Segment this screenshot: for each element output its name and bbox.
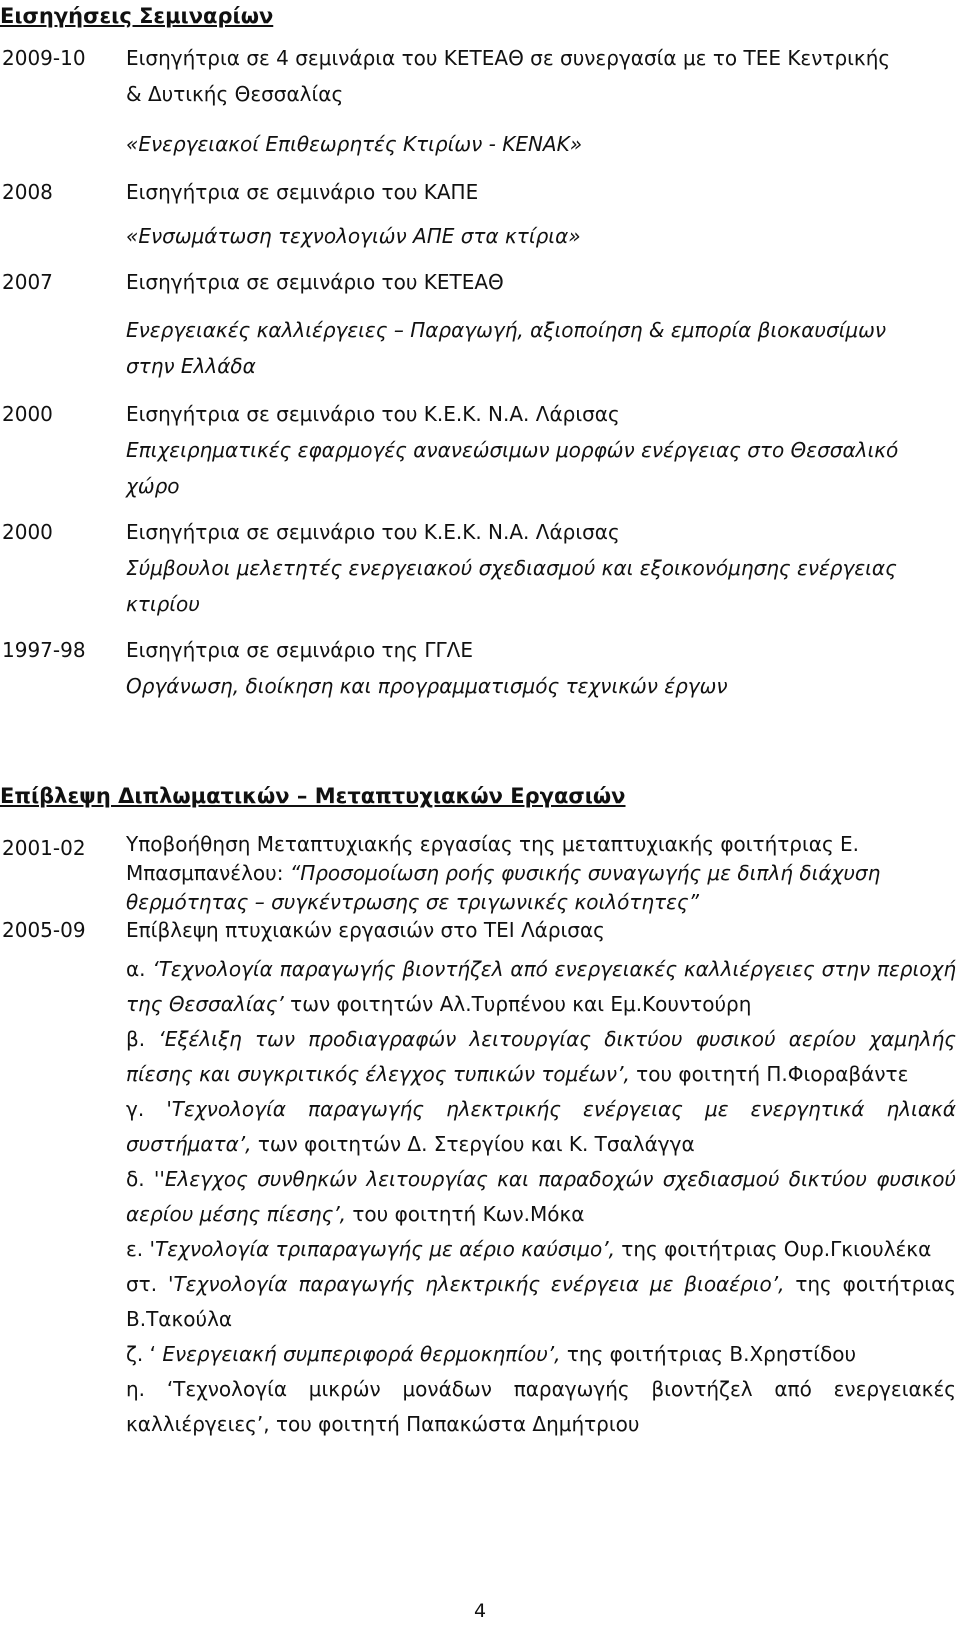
- entry-year: 2001-02: [2, 836, 86, 860]
- entry-year: 2000: [2, 402, 53, 426]
- section-heading-seminars: Εισηγήσεις Σεμιναρίων: [0, 4, 274, 28]
- list-item: γ. 'Τεχνολογία παραγωγής ηλεκτρικής ενέργειας με ενεργητικά ηλιακά συστήματα’, των φοιτητών Δ. Στεργίου και Κ. Τσαλάγγα: [126, 1097, 956, 1156]
- seminar-title: Σύμβουλοι μελετητές ενεργειακού σχεδιασμού και εξοικονόμησης ενέργειας κτιρίου: [126, 556, 897, 616]
- entry-description: Εισηγήτρια σε σεμινάριο της ΓΓΛΕ: [126, 638, 473, 662]
- seminar-title: «Ενεργειακοί Επιθεωρητές Κτιρίων - ΚΕΝΑΚ»: [126, 132, 583, 156]
- entry-year: 2009-10: [2, 46, 86, 70]
- entry-description: Εισηγήτρια σε σεμινάριο του Κ.Ε.Κ. Ν.Α. Λάρισας: [126, 402, 620, 426]
- list-item: ε. 'Τεχνολογία τριπαραγωγής με αέριο καύσιμο’, της φοιτήτριας Ουρ.Γκιουλέκα: [126, 1237, 932, 1261]
- seminar-title: «Ενσωμάτωση τεχνολογιών ΑΠΕ στα κτίρια»: [126, 224, 581, 248]
- seminar-title: Ενεργειακές καλλιέργειες – Παραγωγή, αξιοποίηση & εμπορία βιοκαυσίμων στην Ελλάδα: [126, 318, 887, 378]
- entry-year: 2000: [2, 520, 53, 544]
- thesis-list: [126, 952, 956, 1442]
- entry-description: Υποβοήθηση Μεταπτυχιακής εργασίας της μεταπτυχιακής φοιτήτριας Ε. Μπασμπανέλου: “Προσομοίωση ροής φυσικής συναγωγής με διπλή διάχυση θερμότητας – συγκέντρωσης σε τριγωνικές κοιλότητες”: [126, 832, 881, 914]
- list-item: στ. 'Τεχνολογία παραγωγής ηλεκτρικής ενέργεια με βιοαέριο’, της φοιτήτριας Β.Τακούλα: [126, 1272, 956, 1331]
- entry-description: Εισηγήτρια σε σεμινάριο του ΚΕΤΕΑΘ: [126, 270, 504, 294]
- entry-description: Εισηγήτρια σε σεμινάριο του Κ.Ε.Κ. Ν.Α. Λάρισας: [126, 520, 620, 544]
- entry-year: 2007: [2, 270, 53, 294]
- entry-year: 2005-09: [2, 918, 86, 942]
- page-number: 4: [473, 1600, 487, 1622]
- entry-year: 2008: [2, 180, 53, 204]
- list-item: ζ. ‘ Ενεργειακή συμπεριφορά θερμοκηπίου’, της φοιτήτριας Β.Χρηστίδου: [126, 1342, 857, 1366]
- section-heading-supervision: Επίβλεψη Διπλωματικών – Μεταπτυχιακών Εργασιών: [0, 784, 626, 808]
- list-item: α. ‘Τεχνολογία παραγωγής βιοντήζελ από ενεργειακές καλλιέργειες στην περιοχή της Θεσσαλίας’ των φοιτητών Αλ.Τυρπένου και Εμ.Κουντούρη: [126, 957, 957, 1016]
- entry-year: 1997-98: [2, 638, 86, 662]
- entry-description: Εισηγήτρια σε 4 σεμινάρια του ΚΕΤΕΑΘ σε συνεργασία με το ΤΕΕ Κεντρικής & Δυτικής Θεσσαλίας: [126, 46, 891, 106]
- seminar-title: Οργάνωση, διοίκηση και προγραμματισμός τεχνικών έργων: [126, 674, 728, 698]
- entry-description: Εισηγήτρια σε σεμινάριο του ΚΑΠΕ: [126, 180, 479, 204]
- entry-description: Επίβλεψη πτυχιακών εργασιών στο ΤΕΙ Λάρισας: [126, 918, 605, 942]
- list-item: δ. ''Ελεγχος συνθηκών λειτουργίας και παραδοχών σχεδιασμού δικτύου φυσικού αερίου μέσης πίεσης’, του φοιτητή Κων.Μόκα: [126, 1167, 957, 1226]
- list-item: η. ‘Τεχνολογία μικρών μονάδων παραγωγής βιοντήζελ από ενεργειακές καλλιέργειες’, του φοιτητή Παπακώστα Δημήτριου: [126, 1377, 957, 1436]
- list-item: β. ‘Εξέλιξη των προδιαγραφών λειτουργίας δικτύου φυσικού αερίου χαμηλής πίεσης και συγκριτικός έλεγχος τυπικών τομέων’, του φοιτητή Π.Φιοραβάντε: [126, 1027, 956, 1086]
- seminar-title: Επιχειρηματικές εφαρμογές ανανεώσιμων μορφών ενέργειας στο Θεσσαλικό χώρο: [126, 438, 899, 498]
